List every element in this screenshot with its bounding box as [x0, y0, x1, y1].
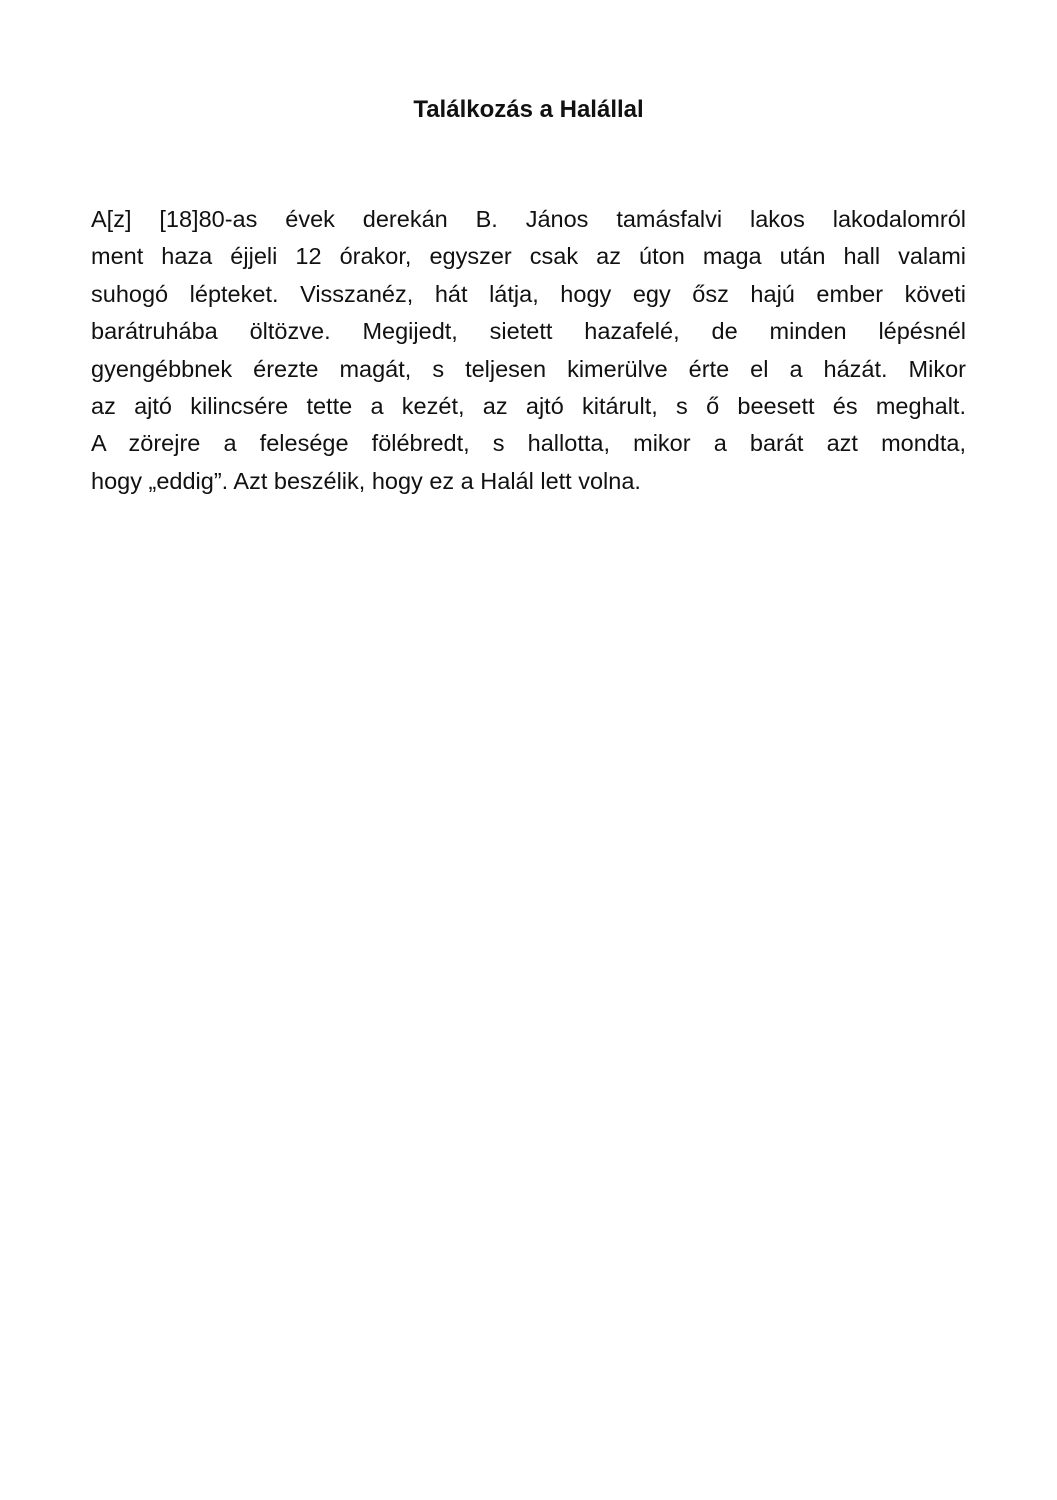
paragraph-line: suhogó lépteket. Visszanéz, hát látja, hogy egy ősz hajú ember követi [91, 280, 966, 307]
paragraph-line: hogy „eddig”. Azt beszélik, hogy ez a Halál lett volna. [91, 467, 641, 494]
story-paragraph [91, 201, 966, 500]
paragraph-line: A zörejre a felesége fölébredt, s hallotta, mikor a barát azt mondta, [91, 430, 966, 457]
paragraph-line: barátruhába öltözve. Megijedt, sietett hazafelé, de minden lépésnél [91, 318, 966, 345]
paragraph-line: ment haza éjjeli 12 órakor, egyszer csak az úton maga után hall valami [91, 243, 966, 270]
paragraph-line: gyengébbnek érezte magát, s teljesen kimerülve érte el a házát. Mikor [91, 355, 966, 382]
paragraph-line: A[z] [18]80-as évek derekán B. János tamásfalvi lakos lakodalomról [91, 206, 966, 232]
document-title: Találkozás a Halállal [413, 96, 644, 123]
paragraph-line: az ajtó kilincsére tette a kezét, az ajtó kitárult, s ő beesett és meghalt. [91, 392, 966, 419]
